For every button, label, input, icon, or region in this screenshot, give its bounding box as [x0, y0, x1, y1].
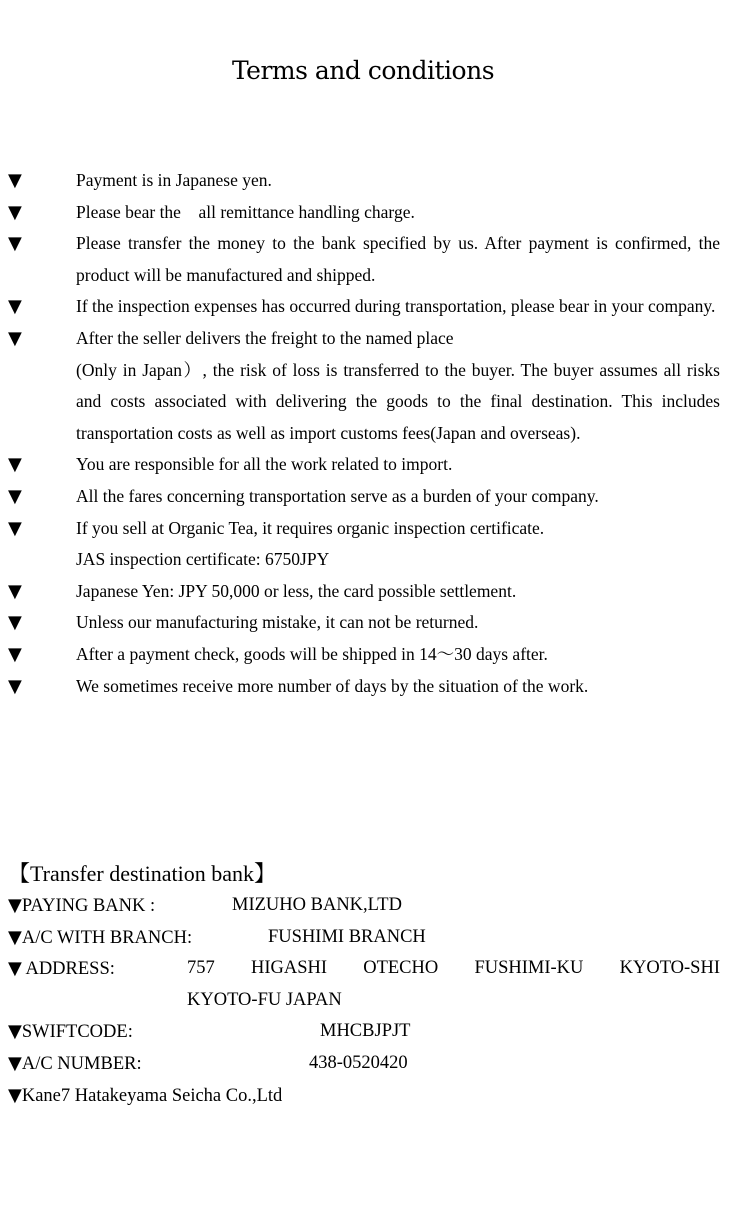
term-text: If the inspection expenses has occurred during transportation, please bear in your company.	[76, 296, 716, 317]
bullet-triangle-icon: ▼	[8, 201, 22, 223]
term-text: After the seller delivers the freight to the named place (Only in Japan）, the risk of loss is transferred to the buyer. The buyer assumes all risks and costs associated with delivering the goods to the final destination. This includes transportation costs as well as import customs fees(Japan and overseas).	[76, 327, 720, 443]
address-label: ADDRESS:	[25, 959, 115, 980]
term-item	[8, 576, 720, 608]
term-item	[8, 291, 720, 323]
term-item	[8, 607, 720, 639]
bullet-triangle-icon: ▼	[8, 296, 22, 318]
term-item	[8, 197, 720, 229]
branch-value: FUSHIMI BRANCH	[268, 926, 426, 947]
term-item	[8, 481, 720, 513]
account-number-label: A/C NUMBER:	[21, 1053, 142, 1074]
bullet-triangle-icon: ▼	[8, 454, 22, 476]
paying-bank-label: PAYING BANK :	[21, 896, 156, 916]
bank-section-heading: 【Transfer destination bank】	[8, 861, 277, 886]
term-item	[8, 639, 720, 671]
bullet-triangle-icon: ▼	[8, 233, 22, 255]
page-title: Terms and conditions	[231, 56, 495, 85]
bullet-triangle-icon: ▼	[8, 1052, 22, 1074]
bullet-triangle-icon: ▼	[8, 170, 22, 191]
address-line-2: KYOTO-FU JAPAN	[187, 989, 342, 1010]
term-item	[8, 513, 720, 576]
branch-row	[8, 922, 720, 954]
bullet-triangle-icon: ▼	[8, 580, 22, 602]
term-text: Unless our manufacturing mistake, it can not be returned.	[76, 612, 479, 633]
term-item	[8, 323, 720, 449]
company-row	[8, 1080, 720, 1112]
term-text: If you sell at Organic Tea, it requires organic inspection certificate. JAS inspection certificate: 6750JPY	[76, 517, 545, 570]
address-word: KYOTO-SHI	[619, 958, 720, 979]
bullet-triangle-icon: ▼	[8, 612, 22, 634]
bullet-triangle-icon: ▼	[8, 485, 22, 507]
bullet-triangle-icon: ▼	[8, 675, 22, 697]
paying-bank-value: MIZUHO BANK,LTD	[232, 895, 402, 915]
swift-row	[8, 1016, 720, 1048]
bullet-triangle-icon: ▼	[8, 958, 22, 980]
address-word: 757	[187, 958, 215, 979]
term-text: Payment is in Japanese yen.	[76, 170, 272, 190]
bullet-triangle-icon: ▼	[8, 1084, 22, 1106]
address-value	[187, 953, 720, 1016]
term-item	[8, 449, 720, 481]
term-item	[8, 228, 720, 291]
term-text: After a payment check, goods will be shipped in 14～30 days after.	[76, 643, 548, 664]
company-name: Kane7 Hatakeyama Seicha Co.,Ltd	[21, 1085, 283, 1106]
term-text: Japanese Yen: JPY 50,000 or less, the card possible settlement.	[76, 580, 517, 601]
account-number-row	[8, 1048, 720, 1080]
address-row	[8, 953, 720, 1016]
terms-list	[8, 165, 720, 702]
term-text: Please transfer the money to the bank specified by us. After payment is confirmed, the product will be manufactured and shipped.	[76, 233, 720, 285]
swift-label: SWIFTCODE:	[21, 1022, 133, 1043]
paying-bank-row	[8, 890, 720, 922]
bullet-triangle-icon: ▼	[8, 1021, 22, 1043]
address-word: HIGASHI	[250, 958, 328, 979]
bullet-triangle-icon: ▼	[8, 643, 22, 665]
bank-details	[8, 890, 720, 1111]
address-word: FUSHIMI-KU	[474, 958, 584, 979]
bullet-triangle-icon: ▼	[8, 327, 22, 349]
branch-label: A/C WITH BRANCH:	[21, 927, 193, 948]
term-text: Please bear the all remittance handling charge.	[76, 201, 415, 222]
bullet-triangle-icon: ▼	[8, 926, 22, 948]
term-item	[8, 165, 720, 197]
term-item	[8, 671, 720, 703]
address-word: OTECHO	[363, 958, 439, 979]
address-line-1	[187, 953, 720, 985]
bullet-triangle-icon: ▼	[8, 517, 22, 539]
swift-value: MHCBJPJT	[320, 1021, 411, 1042]
bullet-triangle-icon: ▼	[8, 895, 22, 916]
term-text: We sometimes receive more number of days by the situation of the work.	[76, 675, 589, 696]
account-number-value: 438-0520420	[309, 1052, 408, 1073]
term-text: All the fares concerning transportation serve as a burden of your company.	[76, 485, 599, 506]
term-text: You are responsible for all the work related to import.	[76, 454, 453, 475]
